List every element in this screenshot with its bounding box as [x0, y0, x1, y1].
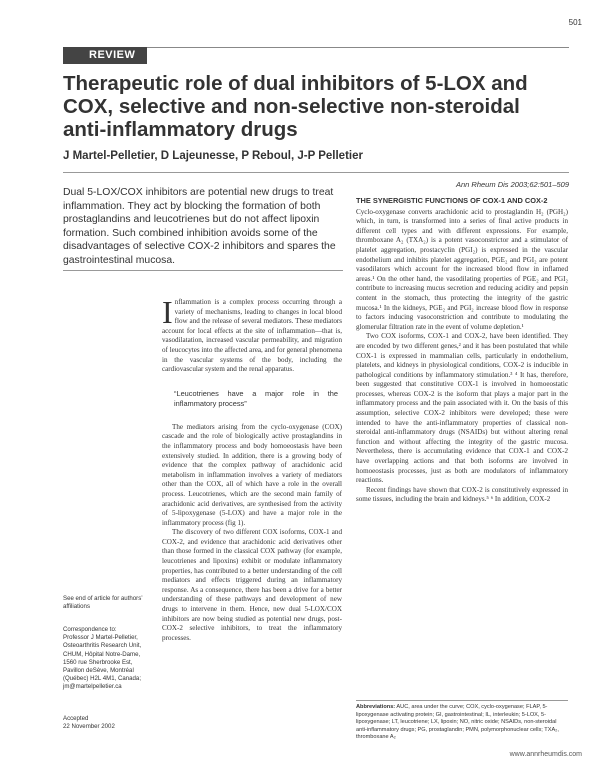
- abbreviations-label: Abbreviations:: [356, 704, 396, 710]
- dropcap: I: [162, 294, 173, 330]
- abstract: Dual 5-LOX/COX inhibitors are potential new drugs to treat inflammation. They act by blocking the formation of both prostaglandins and leucotrienes but do not affect lipoxin formation. Such combined inhibition avoids some of the disadvantages of selective COX-2 inhibitors and spares the gastrointestinal mucosa.: [63, 187, 336, 266]
- abbreviations-text: AUC, area under the curve; COX, cyclo-oxygenase; FLAP, 5-lipoxygenase activating protein; GI, gastrointestinal; IL, interleukin; 5-LOX, 5-lipoxygenase; LT, leucotriene; LX, lipoxin; NO, nitric oxide; NSAIDs, non-steroidal anti-inflammatory drugs; PG, prostaglandin; PMN, polymorphonuclear cells; TXA₂, thromboxane A₂: [356, 704, 559, 741]
- correspondence-label: Correspondence to:: [63, 626, 117, 633]
- article-authors: J Martel-Pelletier, D Lajeunesse, P Reboul, J-P Pelletier: [63, 150, 363, 162]
- body-paragraph: The mediators arising from the cyclo-oxygenase (COX) cascade and the role of biologically active prostaglandins in the inflammatory process and body homoeostasis have been extensively studied. In addition, there is a growing body of evidence that the complex pathway of arachidonic acid metabolism in inflammation involves a variety of mediators other than the COX, all of which have a role in the overall process. Leucotrienes, which are the second main family of arachidonic acid derivatives, are synthesised from the activity of 5-lipoxygenase (5-LOX) and have a major role in the inflammatory process (fig 1).: [162, 422, 342, 527]
- abstract-rule: [63, 270, 343, 271]
- accepted-date: 22 November 2002: [63, 723, 115, 731]
- body-column-right: [356, 196, 568, 505]
- body-paragraph: Two COX isoforms, COX-1 and COX-2, have been identified. They are encoded by two different genes,² and it has been postulated that while COX-1 is expressed in mammalian cells, particularly in endothelium, platelets, and kidneys in physiological conditions, COX-2 is inducible in pathological conditions by inflammatory stimulation.³ ⁴ It has, therefore, been suggested that constitutive COX-1 is involved in homoeostatic processes, whereas COX-2 is the isoform that plays a major part in the inflammatory process and the pain associated with it. On the basis of this assumption, selective COX-2 inhibitors were developed; these were intended to have the anti-inflammatory properties of classical non-steroidal anti-inflammatory drugs (NSAIDs) but without altering renal function and without affecting the integrity of the gastric mucosa. Nevertheless, there is accumulating evidence that COX-1 and COX-2 have overlapping actions and that both isoforms are involved in homoeostasis processes, just as both are modulators of inflammatory reactions.: [356, 332, 568, 485]
- accepted-note: [63, 715, 153, 731]
- correspondence: [63, 626, 153, 692]
- body-paragraph: The discovery of two different COX isoforms, COX-1 and COX-2, and evidence that arachidonic acid derivatives other than those formed in the classical COX pathway (for example, leucotrienes and lipoxins) exhibit or modulate inflammatory properties, has contributed to a better understanding of the cell mediators and effects triggered during an inflammatory response. As a consequence, there has been a drive for a better understanding of these pathways and development of new drugs to intervene in them. Hence, new dual 5-LOX/COX inhibitors are now being studied as potential new drugs, post-COX-2 selective inhibitors, to treat the inflammatory processes.: [162, 528, 342, 642]
- intro-text: nflammation is a complex process occurring through a variety of mechanisms, leading to changes in local blood flow and the release of several mediators. These mediators account for local effects at the site of inflammation—that is, vasodilatation, increased vascular permeability, and migration of leucocytes into the affected area, and for general phenomena in the vascular systems of the body, including the cardiovascular system and the renal apparatus.: [162, 298, 342, 374]
- page-number: 501: [568, 18, 582, 27]
- section-heading: THE SYNERGISTIC FUNCTIONS OF COX-1 AND COX-2: [356, 196, 548, 205]
- affiliations-note: See end of article for authors’ affiliations: [63, 595, 143, 611]
- accepted-label: Accepted: [63, 715, 89, 722]
- pull-quote: “Leucotrienes have a major role in the inflammatory process”: [174, 388, 338, 408]
- footer-url: www.annrheumdis.com: [509, 751, 582, 758]
- body-column-left: [162, 294, 342, 643]
- correspondence-address: Professor J Martel-Pelletier, Osteoarthritis Research Unit, CHUM, Hôpital Notre-Dame, 1560 rue Sherbrooke Est, Pavillon deSève, Montréal (Québec) H2L 4M1, Canada; jm@martelpelletier.ca: [63, 634, 142, 691]
- section-label: REVIEW: [63, 47, 147, 64]
- body-paragraph: Recent findings have shown that COX-2 is constitutively expressed in some tissues, including the brain and kidneys.⁵ ⁶ In addition, COX-2: [356, 485, 568, 504]
- header-rule: [63, 172, 569, 173]
- intro-paragraph: [162, 294, 342, 375]
- body-paragraph: Cyclo-oxygenase converts arachidonic acid to prostaglandin H₂ (PGH₂) which, in turn, is transformed into a series of final active products in different cell types and with different expressions. For example, thromboxane A₂ (TXA₂) is a potent vasoconstrictor and a stimulator of platelet aggregation, prostacyclin (PGI₂) is expressed in the vascular endothelium and inhibits platelet aggregation, PGE₂ and PGI₂ are potent vasodilators which account for the increased blood flow in inflamed areas.¹ On the other hand, the vasodilating properties of PGE₂ and PGI₂ contribute to increasing mucus secretion and reducing acidity and pepsin content in the stomach, thus protecting the integrity of the gastric mucosa.¹ In the kidneys, PGE₂ and PGI₂ increase blood flow in response to factors inducing vasoconstriction and contribute to modulating the glomerular filtration rate in the event of volume depletion.¹: [356, 207, 568, 331]
- abbreviations-box: [356, 700, 568, 742]
- article-title: Therapeutic role of dual inhibitors of 5-LOX and COX, selective and non-selective non-steroidal anti-inflammatory drugs: [63, 72, 528, 141]
- journal-citation: Ann Rheum Dis 2003;62:501–509: [456, 180, 569, 189]
